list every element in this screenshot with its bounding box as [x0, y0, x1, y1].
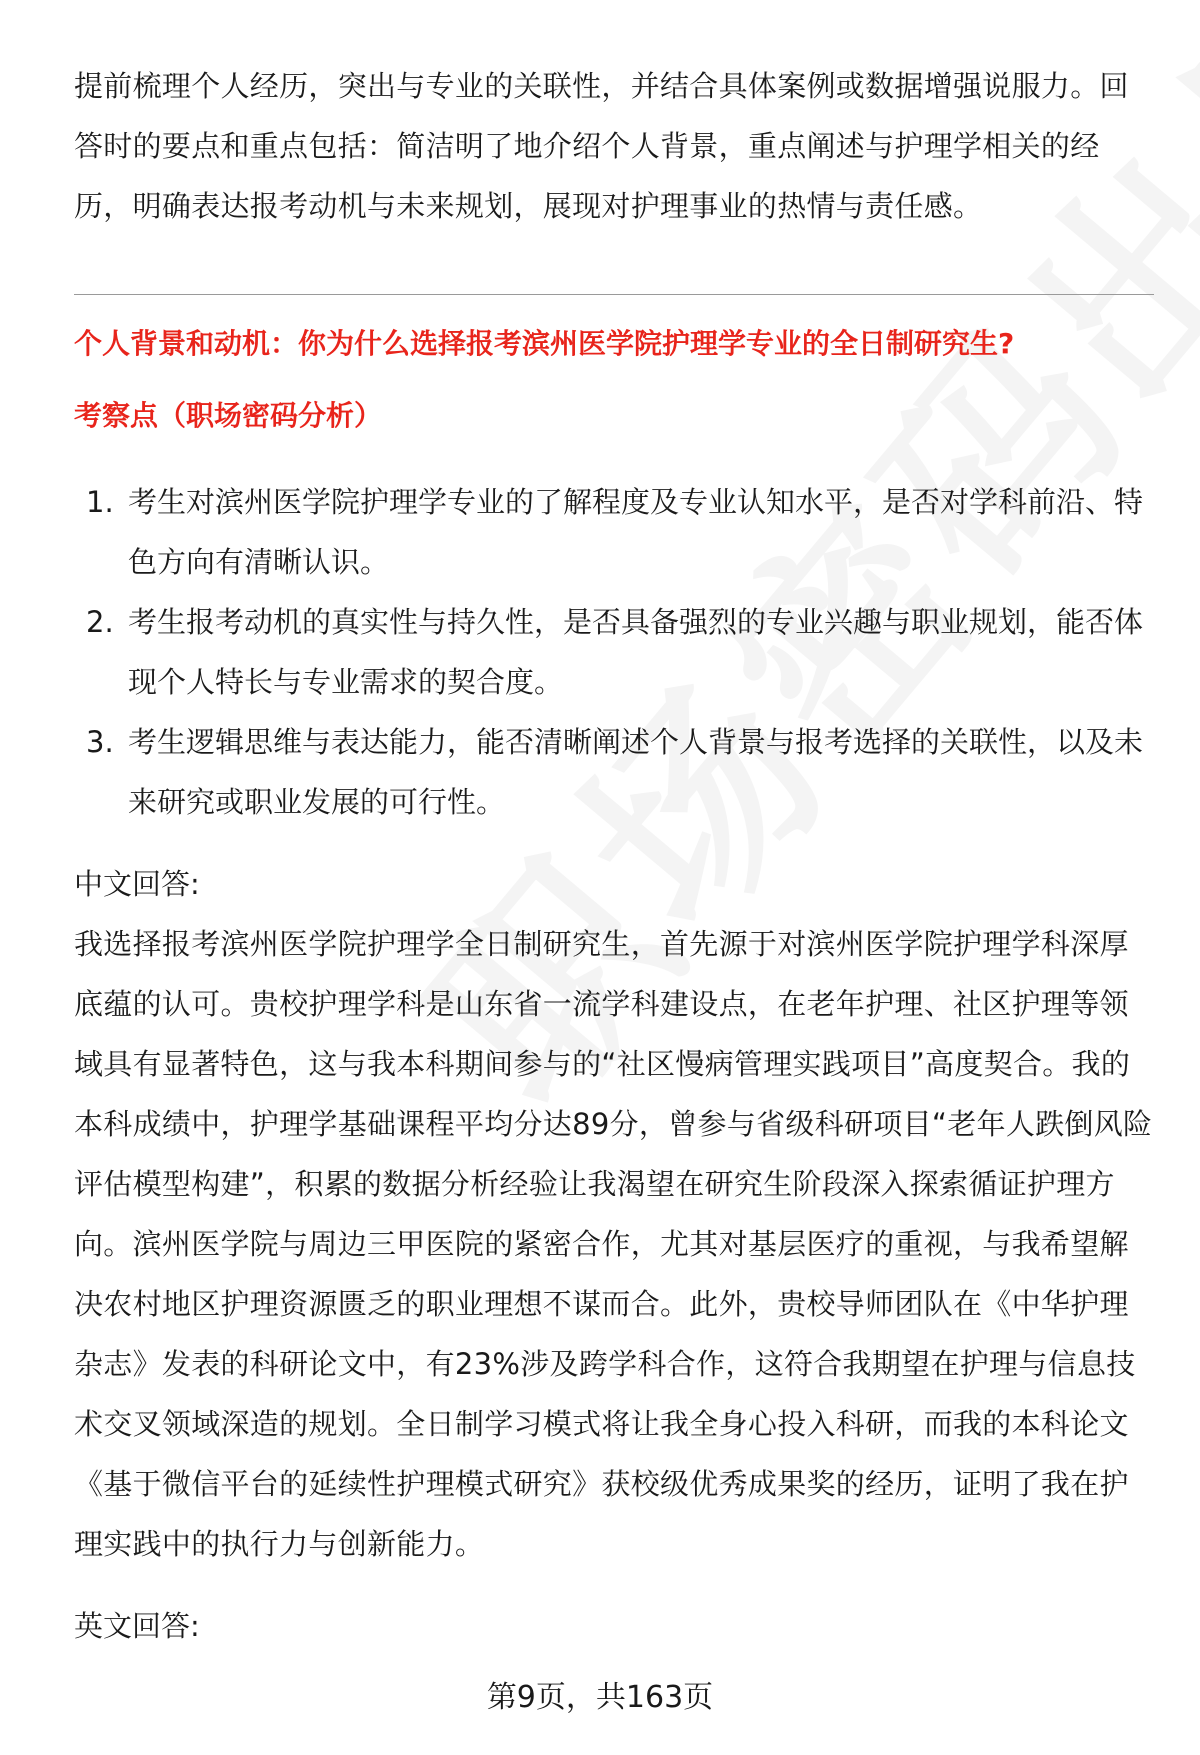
question-title: 个人背景和动机：你为什么选择报考滨州医学院护理学专业的全日制研究生? [74, 327, 1015, 360]
chinese-answer-text: 我选择报考滨州医学院护理学全日制研究生，首先源于对滨州医学院护理学科深厚底蕴的认可。贵校护理学科是山东省一流学科建设点，在老年护理、社区护理等领域具有显著特色，这与我本科期间参与的“社区慢病管理实践项目”高度契合。我的本科成绩中，护理学基础课程平均分达89分，曾参与省级科研项目“老年人跌倒风险评估模型构建”，积累的数据分析经验让我渴望在研究生阶段深入探索循证护理方向。滨州医学院与周边三甲医院的紧密合作，尤其对基层医疗的重视，与我希望解决农村地区护理资源匮乏的职业理想不谋而合。此外，贵校导师团队在《中华护理杂志》发表的科研论文中，有23%涉及跨学科合作，这符合我期望在护理与信息技术交叉领域深造的规划。全日制学习模式将让我全身心投入科研，而我的本科论文《基于微信平台的延续性护理模式研究》获校级优秀成果奖的经历，证明了我在护理实践中的执行力与创新能力。 [74, 927, 1153, 1561]
list-item-number: 2. [86, 605, 114, 639]
list-item [74, 592, 1154, 712]
intro-paragraph: 提前梳理个人经历，突出与专业的关联性，并结合具体案例或数据增强说服力。回答时的要点和重点包括：简洁明了地介绍个人背景，重点阐述与护理学相关的经历，明确表达报考动机与未来规划，展现对护理事业的热情与责任感。 [74, 69, 1129, 223]
list-item-number: 3. [86, 725, 114, 759]
section-divider [74, 294, 1154, 295]
assessment-points-list [74, 472, 1154, 832]
list-item-text: 考生逻辑思维与表达能力，能否清晰阐述个人背景与报考选择的关联性，以及未来研究或职业发展的可行性。 [128, 725, 1144, 819]
list-item-number: 1. [86, 485, 114, 519]
list-item [74, 712, 1154, 832]
question-subtitle: 考察点（职场密码分析） [74, 399, 383, 432]
list-item [74, 472, 1154, 592]
english-answer-label: 英文回答: [74, 1609, 200, 1643]
list-item-text: 考生对滨州医学院护理学专业的了解程度及专业认知水平，是否对学科前沿、特色方向有清晰认识。 [128, 485, 1144, 579]
list-item-text: 考生报考动机的真实性与持久性，是否具备强烈的专业兴趣与职业规划，能否体现个人特长与专业需求的契合度。 [128, 605, 1144, 699]
page-number-footer: 第9页，共163页 [486, 1680, 714, 1715]
chinese-answer-label: 中文回答: [74, 867, 200, 901]
